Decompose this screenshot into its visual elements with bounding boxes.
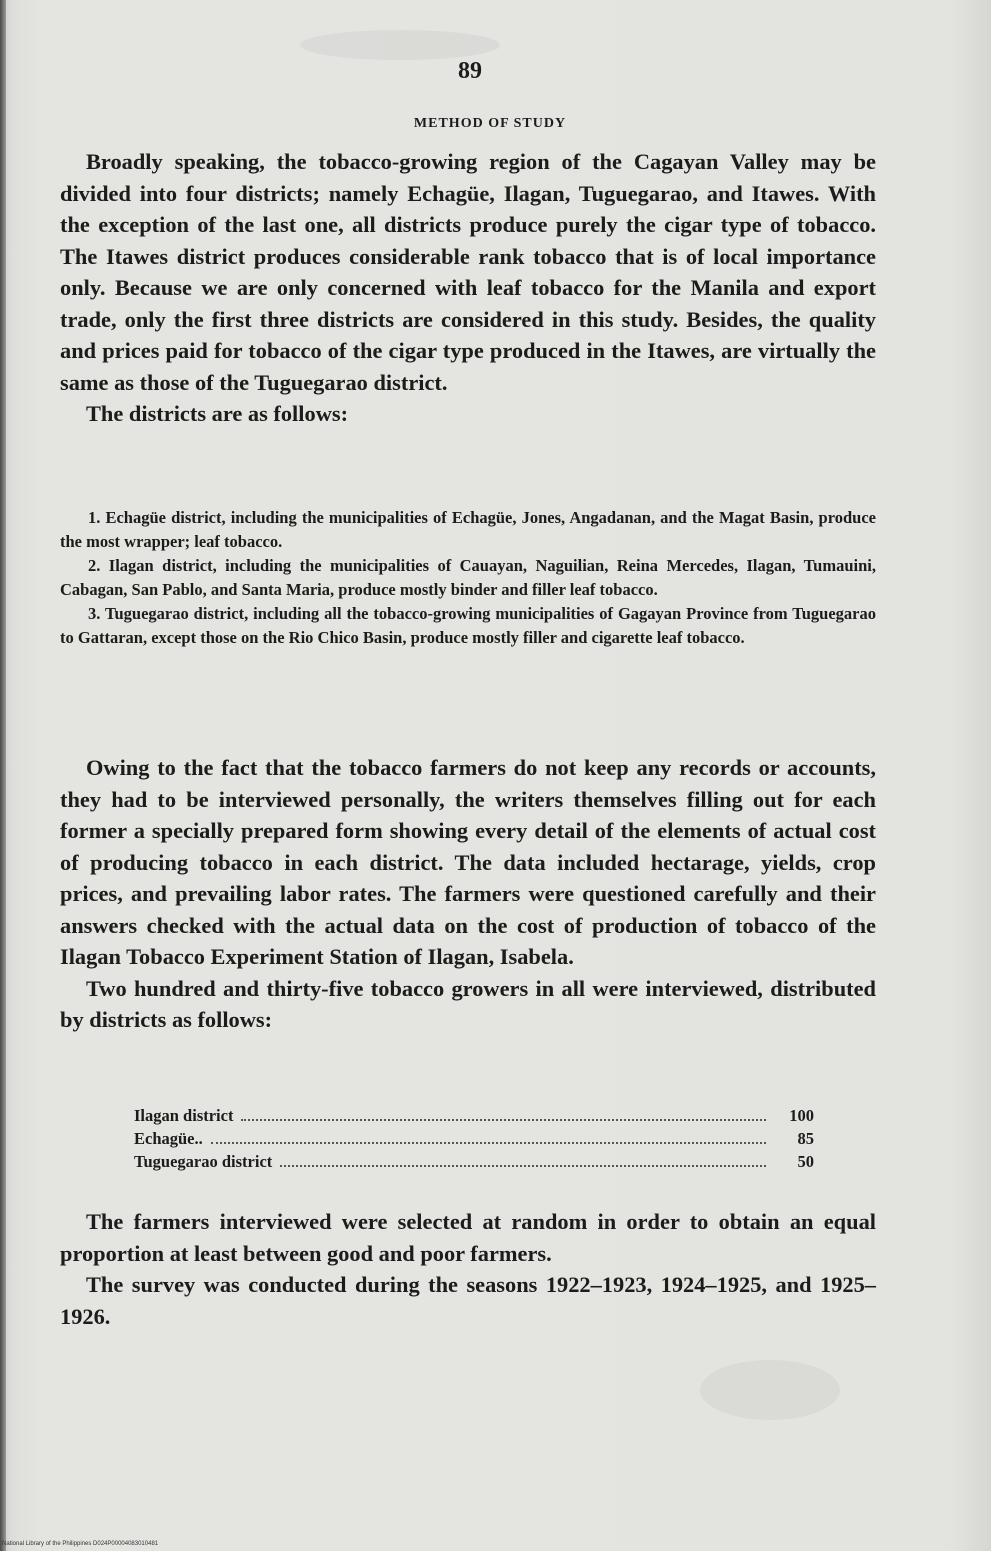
table-row [134,1127,814,1150]
paragraph-growers-count: Two hundred and thirty-five tobacco growers in all were interviewed, distributed by districts as follows: [60,975,876,1032]
book-spine-edge [0,0,6,1551]
leader-dots [241,1119,766,1121]
district-name: Tuguegarao district [134,1152,273,1171]
district-name: Ilagan district [134,1106,234,1125]
paragraph-interviews: Owing to the fact that the tobacco farmers do not keep any records or accounts, they had to be interviewed personally, the writers themselves filling out for each former a specially prepared form showing every detail of the elements of actual cost of producing tobacco in each district. The data included hectarage, yields, crop prices, and prevailing labor rates. The farmers were questioned carefully and their answers checked with the actual data on the cost of production of tobacco of the Ilagan Tobacco Experiment Station of Ilagan, Isabela. [60,755,876,969]
list-item: 3. Tuguegarao district, including all the tobacco-growing municipalities of Gagayan Province from Tuguegarao to Gattaran, except those on the Rio Chico Basin, produce mostly filler and cigarette leaf tobacco. [60,604,876,647]
leader-dots [211,1142,766,1144]
grower-count: 85 [797,1129,814,1148]
library-footer: National Library of the Philippines D024P00004083010481 [2,1541,159,1547]
list-item: 1. Echagüe district, including the municipalities of Echagüe, Jones, Angadanan, and the Magat Basin, produce the most wrapper; leaf tobacco. [60,508,876,551]
page-number: 89 [458,58,482,84]
paper-stain [700,1360,840,1420]
grower-count: 50 [797,1152,814,1171]
list-item: 2. Ilagan district, including the municipalities of Cauayan, Naguilian, Reina Mercedes, Ilagan, Tumauini, Cabagan, San Pablo, and Santa Maria, produce mostly binder and filler leaf tobacco. [60,556,876,599]
section-title: METHOD OF STUDY [413,116,567,131]
paragraph-survey-seasons: The survey was conducted during the seasons 1922–1923, 1924–1925, and 1925–1926. [60,1272,876,1329]
districts-list [60,506,876,650]
paragraph-districts-overview: Broadly speaking, the tobacco-growing region of the Cagayan Valley may be divided into four districts; namely Echagüe, Ilagan, Tuguegarao, and Itawes. With the exception of the last one, all districts produce purely the cigar type of tobacco. The Itawes district produces considerable rank tobacco that is of local importance only. Because we are only concerned with leaf tobacco for the Manila and export trade, only the first three districts are considered in this study. Besides, the quality and prices paid for tobacco of the cigar type produced in the Itawes, are virtually the same as those of the Tuguegarao district. [60,149,876,395]
district-name: Echagüe.. [134,1129,203,1148]
intro-paragraphs [60,146,876,430]
table-row [134,1104,814,1127]
table-row [134,1150,814,1173]
method-paragraphs [60,752,876,1036]
paper-stain [300,30,500,60]
growers-by-district-table [134,1104,814,1173]
grower-count: 100 [789,1106,814,1125]
paragraph-selection: The farmers interviewed were selected at random in order to obtain an equal proportion at least between good and poor farmers. [60,1209,876,1266]
leader-dots [280,1165,766,1167]
closing-paragraphs [60,1206,876,1332]
paragraph-districts-intro: The districts are as follows: [86,401,349,426]
